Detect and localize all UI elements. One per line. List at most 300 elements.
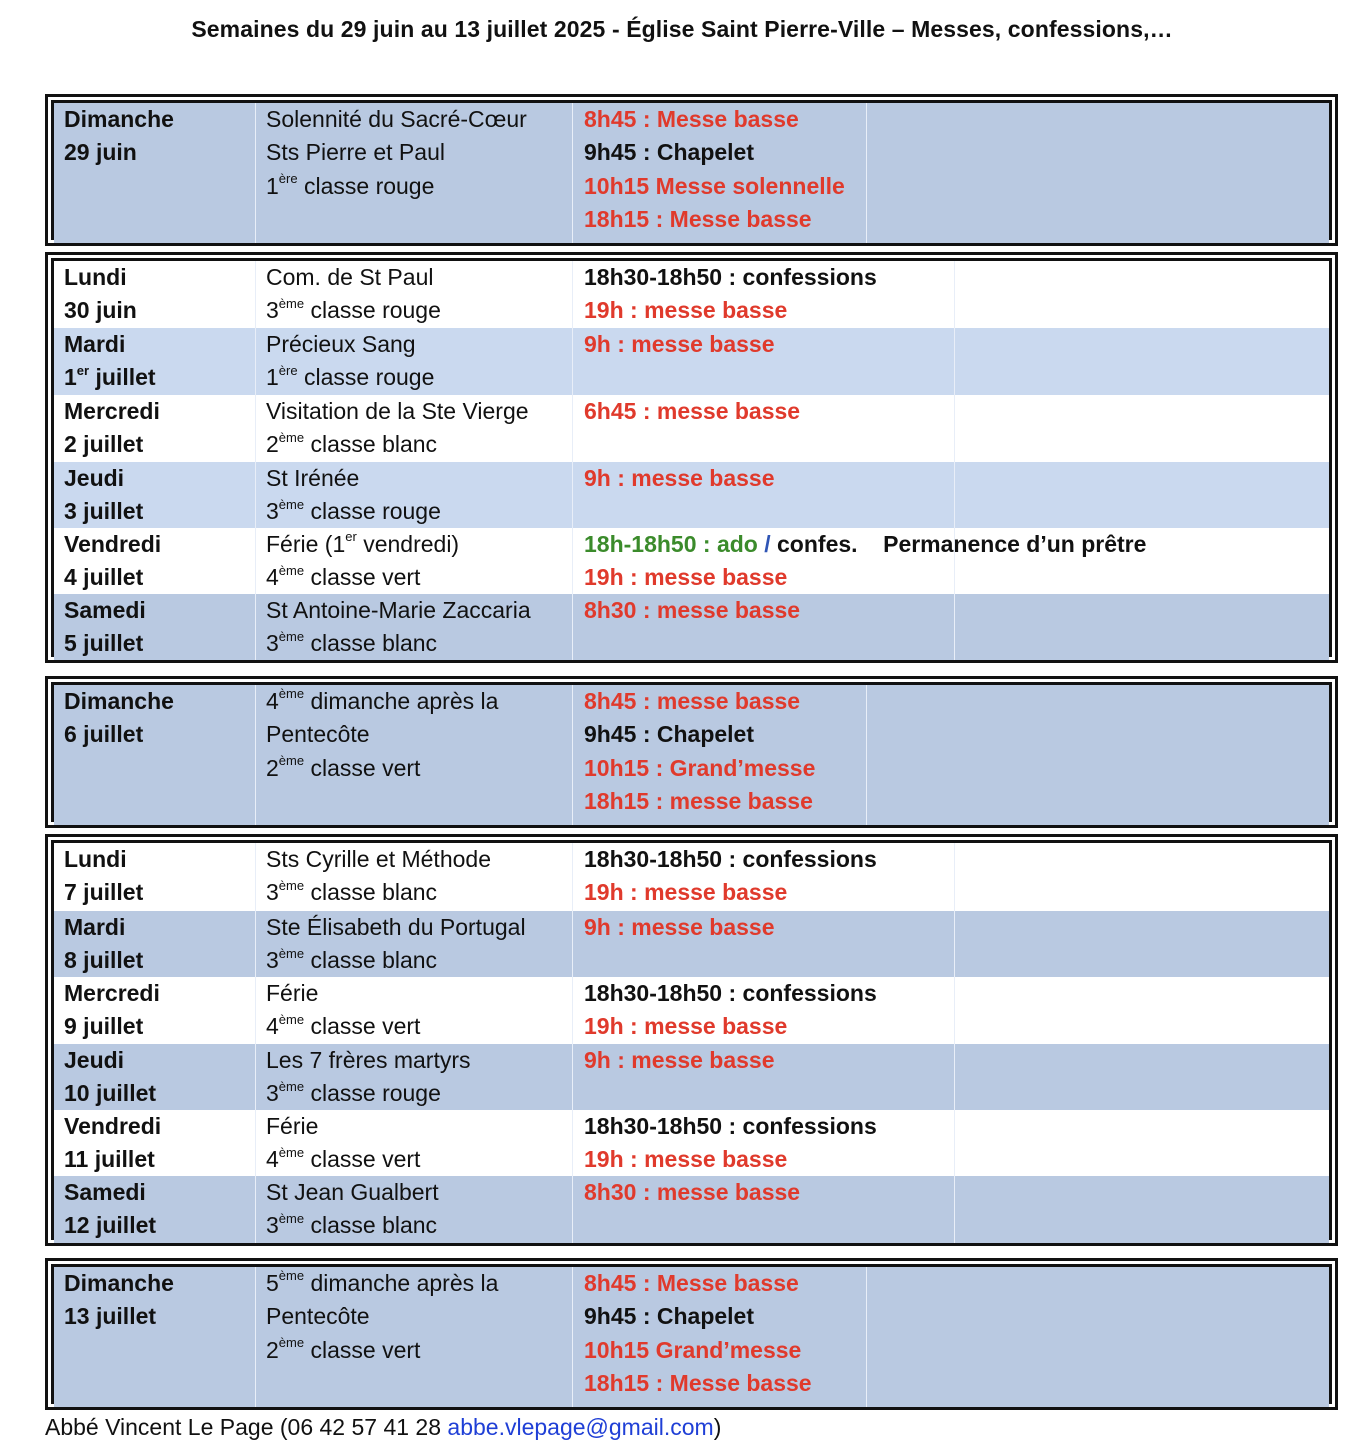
footer-contact xyxy=(45,1409,1345,1440)
schedule-cell xyxy=(584,1110,877,1177)
schedule-line xyxy=(584,1267,812,1300)
column-divider xyxy=(866,103,867,243)
column-divider xyxy=(255,977,256,1044)
feast-cell xyxy=(266,594,531,661)
schedule-line xyxy=(584,718,815,751)
text-run: St Irénée xyxy=(266,465,360,491)
column-divider xyxy=(255,1110,256,1176)
day-cell xyxy=(64,977,160,1044)
feast-line xyxy=(266,294,441,327)
day-cell xyxy=(64,528,161,595)
feast-line xyxy=(266,1267,498,1300)
text-run: 3 xyxy=(266,498,279,525)
feast-cell xyxy=(266,1267,498,1367)
feast-line xyxy=(266,1176,439,1209)
day-row xyxy=(54,261,1329,328)
feast-line xyxy=(266,395,529,428)
text-run: 19h : messe basse xyxy=(584,297,788,324)
week-block xyxy=(45,94,1338,246)
text-run: Férie xyxy=(266,1113,319,1139)
text-run: 18h-18h50 : ado xyxy=(584,531,765,557)
schedule-cell xyxy=(584,977,877,1044)
weekday: Lundi xyxy=(64,846,127,872)
text-run: 9h45 : Chapelet xyxy=(584,1303,754,1330)
schedule-line xyxy=(584,528,1146,561)
text-run: 1 xyxy=(266,172,279,199)
week-block xyxy=(45,1258,1338,1410)
feast-line xyxy=(266,1209,439,1242)
day-cell xyxy=(64,843,143,910)
text-run: 19h : messe basse xyxy=(584,1013,788,1040)
text-run: classe rouge xyxy=(304,498,441,525)
text-run: classe rouge xyxy=(304,1080,441,1107)
feast-line xyxy=(266,718,498,751)
text-run: 3 xyxy=(266,297,279,324)
column-divider xyxy=(572,462,573,528)
column-divider xyxy=(572,843,573,911)
text-run: Férie (1 xyxy=(266,531,346,557)
superscript: ème xyxy=(278,295,305,311)
superscript: ème xyxy=(278,1011,305,1027)
text-run: 9h : messe basse xyxy=(584,1047,775,1073)
weekday: Dimanche xyxy=(64,106,174,132)
weekday: Mardi xyxy=(64,331,126,357)
date: 2 juillet xyxy=(64,431,144,458)
text-run: Solennité du Sacré-Cœur xyxy=(266,106,527,132)
feast-line xyxy=(266,1044,471,1077)
text-run: classe vert xyxy=(304,564,421,591)
feast-line xyxy=(266,361,434,394)
column-divider xyxy=(255,1267,256,1407)
column-divider xyxy=(255,685,256,825)
feast-cell xyxy=(266,328,434,395)
schedule-cell xyxy=(584,528,1146,595)
text-run: Pentecôte xyxy=(266,721,370,748)
day-row xyxy=(54,594,1329,660)
text-run: 9h : messe basse xyxy=(584,914,775,940)
text-run: 19h : messe basse xyxy=(584,1146,788,1173)
weekday: Vendredi xyxy=(64,531,162,557)
feast-cell xyxy=(266,261,441,328)
column-divider xyxy=(572,395,573,462)
schedule-cell xyxy=(584,1267,812,1400)
column-divider xyxy=(572,685,573,825)
schedule-line xyxy=(584,136,845,169)
column-divider xyxy=(255,103,256,243)
schedule-line xyxy=(584,1334,812,1367)
column-divider xyxy=(255,843,256,911)
date: 5 juillet xyxy=(64,630,144,657)
week-block-inner xyxy=(51,1264,1332,1404)
superscript: ème xyxy=(278,877,305,893)
column-divider xyxy=(954,1110,955,1176)
text-run: St Antoine-Marie Zaccaria xyxy=(266,597,531,623)
text-run: 10h15 Grand’messe xyxy=(584,1336,802,1363)
day-cell xyxy=(64,103,174,170)
day-row xyxy=(54,843,1329,911)
day-row xyxy=(54,528,1329,594)
day-row xyxy=(54,911,1329,977)
schedule-line xyxy=(584,328,775,361)
day-row xyxy=(54,685,1329,825)
schedule-line xyxy=(584,170,845,203)
date: 12 juillet xyxy=(64,1212,157,1239)
text-run: 9h : messe basse xyxy=(584,465,775,491)
feast-cell xyxy=(266,977,420,1044)
date: 9 juillet xyxy=(64,1013,144,1040)
weekday: Lundi xyxy=(64,264,127,290)
feast-line xyxy=(266,261,441,294)
text-run: 1 xyxy=(266,364,279,391)
text-run: 9h : messe basse xyxy=(584,331,775,357)
superscript: ème xyxy=(278,1210,305,1226)
date: 8 juillet xyxy=(64,947,144,974)
feast-cell xyxy=(266,462,441,529)
date: 3 juillet xyxy=(64,498,144,525)
superscript: ème xyxy=(278,628,305,644)
schedule-line xyxy=(584,1010,877,1043)
weekday: Vendredi xyxy=(64,1113,162,1139)
column-divider xyxy=(866,685,867,825)
day-row xyxy=(54,1044,1329,1110)
text-run: Pentecôte xyxy=(266,1303,370,1330)
text-run: 3 xyxy=(266,630,279,657)
text-run: classe rouge xyxy=(297,364,435,391)
text-run: 18h15 : messe basse xyxy=(584,787,813,814)
column-divider xyxy=(255,328,256,395)
superscript: ème xyxy=(278,496,305,512)
text-run: classe vert xyxy=(304,1336,421,1363)
column-divider xyxy=(954,977,955,1044)
feast-line xyxy=(266,1110,420,1143)
column-divider xyxy=(572,328,573,395)
column-divider xyxy=(954,843,955,911)
day-row xyxy=(54,977,1329,1044)
column-divider xyxy=(954,911,955,977)
feast-line xyxy=(266,752,498,785)
text-run: 10h15 Messe solennelle xyxy=(584,172,845,199)
week-block-inner xyxy=(51,682,1332,822)
column-divider xyxy=(255,261,256,328)
schedule-cell xyxy=(584,395,800,428)
superscript: ème xyxy=(278,1268,305,1284)
text-run: Férie xyxy=(266,980,319,1006)
superscript: ère xyxy=(278,170,298,186)
schedule-line xyxy=(584,911,775,944)
text-run: 1 xyxy=(64,364,77,391)
schedule-line xyxy=(584,1176,800,1209)
day-cell xyxy=(64,594,146,661)
text-run: classe blanc xyxy=(304,947,438,974)
week-block xyxy=(45,676,1338,828)
weekday: Samedi xyxy=(64,1179,146,1205)
date: 11 juillet xyxy=(64,1146,155,1173)
feast-line xyxy=(266,1300,498,1333)
date: 10 juillet xyxy=(64,1080,157,1107)
feast-line xyxy=(266,1010,420,1043)
day-cell xyxy=(64,395,160,462)
schedule-cell xyxy=(584,1044,775,1077)
week-block-inner xyxy=(51,258,1332,657)
text-run: classe blanc xyxy=(304,879,438,906)
day-cell xyxy=(64,1176,156,1243)
feast-line xyxy=(266,1077,471,1110)
text-run: Com. de St Paul xyxy=(266,264,434,290)
superscript: ème xyxy=(278,945,305,961)
text-run: Sts Cyrille et Méthode xyxy=(266,846,491,872)
text-run: Les 7 frères martyrs xyxy=(266,1047,471,1073)
column-divider xyxy=(572,1044,573,1110)
feast-cell xyxy=(266,843,491,910)
feast-line xyxy=(266,594,531,627)
column-divider xyxy=(572,1110,573,1176)
schedule-cell xyxy=(584,685,815,818)
column-divider xyxy=(255,1176,256,1243)
feast-line xyxy=(266,627,531,660)
day-cell xyxy=(64,1267,174,1334)
date: 29 juin xyxy=(64,139,137,166)
day-row xyxy=(54,1267,1329,1407)
weekday: Mercredi xyxy=(64,398,160,424)
column-divider xyxy=(954,1044,955,1110)
text-run: Ste Élisabeth du Portugal xyxy=(266,914,526,940)
feast-cell xyxy=(266,1110,420,1177)
schedule-line xyxy=(584,103,845,136)
weekday: Samedi xyxy=(64,597,146,623)
weekday: Jeudi xyxy=(64,1047,125,1073)
feast-line xyxy=(266,170,527,203)
date: 4 juillet xyxy=(64,564,144,591)
schedule-line xyxy=(584,594,800,627)
feast-line xyxy=(266,944,526,977)
feast-line xyxy=(266,428,529,461)
text-run: 9h45 : Chapelet xyxy=(584,721,754,748)
feast-line xyxy=(266,911,526,944)
column-divider xyxy=(954,395,955,462)
page-title: Semaines du 29 juin au 13 juillet 2025 - Église Saint Pierre-Ville – Messes, confessions,… xyxy=(191,16,1173,42)
column-divider xyxy=(255,911,256,977)
column-divider xyxy=(572,1267,573,1407)
footer-email-link[interactable]: abbe.vlepage@gmail.com xyxy=(447,1414,714,1440)
text-run: 19h : messe basse xyxy=(584,879,788,906)
text-run: / xyxy=(764,531,771,557)
column-divider xyxy=(255,462,256,528)
column-divider xyxy=(572,594,573,660)
text-run: 2 xyxy=(266,431,279,458)
text-run: 18h30-18h50 : confessions xyxy=(584,264,877,290)
text-run: classe rouge xyxy=(297,172,435,199)
superscript: ème xyxy=(278,562,305,578)
text-run: 4 xyxy=(266,1013,279,1040)
column-divider xyxy=(954,462,955,528)
footer-tail: ) xyxy=(713,1414,722,1440)
footer-text: Abbé Vincent Le Page (06 42 57 41 28 xyxy=(45,1414,448,1440)
feast-line xyxy=(266,977,420,1010)
text-run: 8h45 : messe basse xyxy=(584,688,801,714)
column-divider xyxy=(954,328,955,395)
column-divider xyxy=(572,1176,573,1243)
schedule-cell xyxy=(584,843,877,910)
column-divider xyxy=(954,1176,955,1243)
feast-cell xyxy=(266,103,527,203)
text-run: classe vert xyxy=(304,1146,421,1173)
day-cell xyxy=(64,911,143,978)
text-run: 6h45 : messe basse xyxy=(584,398,801,424)
text-run: 18h30-18h50 : confessions xyxy=(584,980,877,1006)
text-run: classe blanc xyxy=(304,431,438,458)
schedule-line xyxy=(584,1367,812,1400)
feast-cell xyxy=(266,1044,471,1111)
schedule-line xyxy=(584,261,877,294)
schedule-line xyxy=(584,685,815,718)
day-row xyxy=(54,328,1329,395)
date: 30 juin xyxy=(64,297,137,324)
date xyxy=(64,361,156,394)
schedule-line xyxy=(584,395,800,428)
text-run: 4 xyxy=(266,564,279,591)
schedule-cell xyxy=(584,462,775,495)
day-row xyxy=(54,1176,1329,1243)
date: 13 juillet xyxy=(64,1303,157,1330)
superscript: ème xyxy=(278,1078,305,1094)
text-run: 18h30-18h50 : confessions xyxy=(584,846,877,872)
superscript: ème xyxy=(278,429,305,445)
text-run: 2 xyxy=(266,754,279,781)
column-divider xyxy=(255,528,256,594)
weekday: Dimanche xyxy=(64,1270,174,1296)
feast-line xyxy=(266,561,459,594)
feast-line xyxy=(266,103,527,136)
date: 6 juillet xyxy=(64,721,144,748)
schedule-line xyxy=(584,785,815,818)
day-row xyxy=(54,103,1329,243)
date: 7 juillet xyxy=(64,879,144,906)
text-run: confes. Permanence d’un prêtre xyxy=(770,531,1147,557)
column-divider xyxy=(572,261,573,328)
text-run: 4 xyxy=(266,688,279,714)
schedule-cell xyxy=(584,328,775,361)
text-run: 18h30-18h50 : confessions xyxy=(584,1113,877,1139)
schedule-line xyxy=(584,876,877,909)
weekday: Jeudi xyxy=(64,465,125,491)
text-run: 8h30 : messe basse xyxy=(584,1179,801,1205)
superscript: er xyxy=(76,362,90,378)
schedule-line xyxy=(584,1044,775,1077)
schedule-line xyxy=(584,843,877,876)
day-cell xyxy=(64,685,174,752)
text-run: vendredi) xyxy=(356,531,460,557)
schedule-line xyxy=(584,203,845,236)
feast-line xyxy=(266,328,434,361)
feast-cell xyxy=(266,395,529,462)
day-cell xyxy=(64,328,156,395)
feast-cell xyxy=(266,911,526,978)
text-run: Sts Pierre et Paul xyxy=(266,139,445,166)
superscript: ème xyxy=(278,1144,305,1160)
superscript: ème xyxy=(278,752,305,768)
column-divider xyxy=(255,1044,256,1110)
text-run: 9h45 : Chapelet xyxy=(584,139,754,166)
column-divider xyxy=(255,395,256,462)
column-divider xyxy=(572,103,573,243)
column-divider xyxy=(572,977,573,1044)
weekday: Mercredi xyxy=(64,980,160,1006)
week-block-inner xyxy=(51,840,1332,1240)
feast-line xyxy=(266,685,498,718)
day-row xyxy=(54,1110,1329,1176)
superscript: ème xyxy=(278,1334,305,1350)
column-divider xyxy=(572,911,573,977)
feast-line xyxy=(266,136,527,169)
weekday: Dimanche xyxy=(64,688,174,714)
column-divider xyxy=(954,261,955,328)
schedule-line xyxy=(584,1143,877,1176)
text-run: dimanche après la xyxy=(304,1270,499,1296)
day-cell xyxy=(64,462,143,529)
day-row xyxy=(54,395,1329,462)
feast-line xyxy=(266,876,491,909)
feast-cell xyxy=(266,1176,439,1243)
text-run: Visitation de la Ste Vierge xyxy=(266,398,529,424)
schedule-line xyxy=(584,1110,877,1143)
feast-line xyxy=(266,495,441,528)
schedule-line xyxy=(584,462,775,495)
schedule-line xyxy=(584,561,1146,594)
text-run: classe rouge xyxy=(304,297,441,324)
text-run: 4 xyxy=(266,1146,279,1173)
text-run: 8h45 : Messe basse xyxy=(584,1270,799,1296)
superscript: ère xyxy=(278,362,298,378)
text-run: 19h : messe basse xyxy=(584,564,788,591)
schedule-cell xyxy=(584,261,877,328)
text-run: 8h45 : Messe basse xyxy=(584,106,799,132)
day-cell xyxy=(64,1110,161,1177)
feast-line xyxy=(266,843,491,876)
text-run: juillet xyxy=(89,364,156,391)
column-divider xyxy=(255,594,256,660)
text-run: classe vert xyxy=(304,754,421,781)
text-run: 3 xyxy=(266,1212,279,1239)
day-cell xyxy=(64,261,137,328)
text-run: classe blanc xyxy=(304,1212,438,1239)
text-run: 10h15 : Grand’messe xyxy=(584,754,816,781)
schedule-line xyxy=(584,977,877,1010)
schedule-cell xyxy=(584,594,800,627)
schedule-cell xyxy=(584,1176,800,1209)
schedule-line xyxy=(584,752,815,785)
text-run: Précieux Sang xyxy=(266,331,416,357)
day-cell xyxy=(64,1044,156,1111)
column-divider xyxy=(866,1267,867,1407)
feast-line xyxy=(266,1334,498,1367)
text-run: St Jean Gualbert xyxy=(266,1179,439,1205)
text-run: 3 xyxy=(266,879,279,906)
text-run: classe vert xyxy=(304,1013,421,1040)
schedule-line xyxy=(584,294,877,327)
weekday: Mardi xyxy=(64,914,126,940)
feast-line xyxy=(266,1143,420,1176)
column-divider xyxy=(954,594,955,660)
schedule-cell xyxy=(584,103,845,236)
text-run: 2 xyxy=(266,1336,279,1363)
text-run: classe blanc xyxy=(304,630,438,657)
feast-cell xyxy=(266,528,459,595)
text-run: 18h15 : Messe basse xyxy=(584,205,812,232)
week-block-inner xyxy=(51,100,1332,240)
text-run: 5 xyxy=(266,1270,279,1296)
text-run: dimanche après la xyxy=(304,688,499,714)
text-run: 8h30 : messe basse xyxy=(584,597,801,623)
